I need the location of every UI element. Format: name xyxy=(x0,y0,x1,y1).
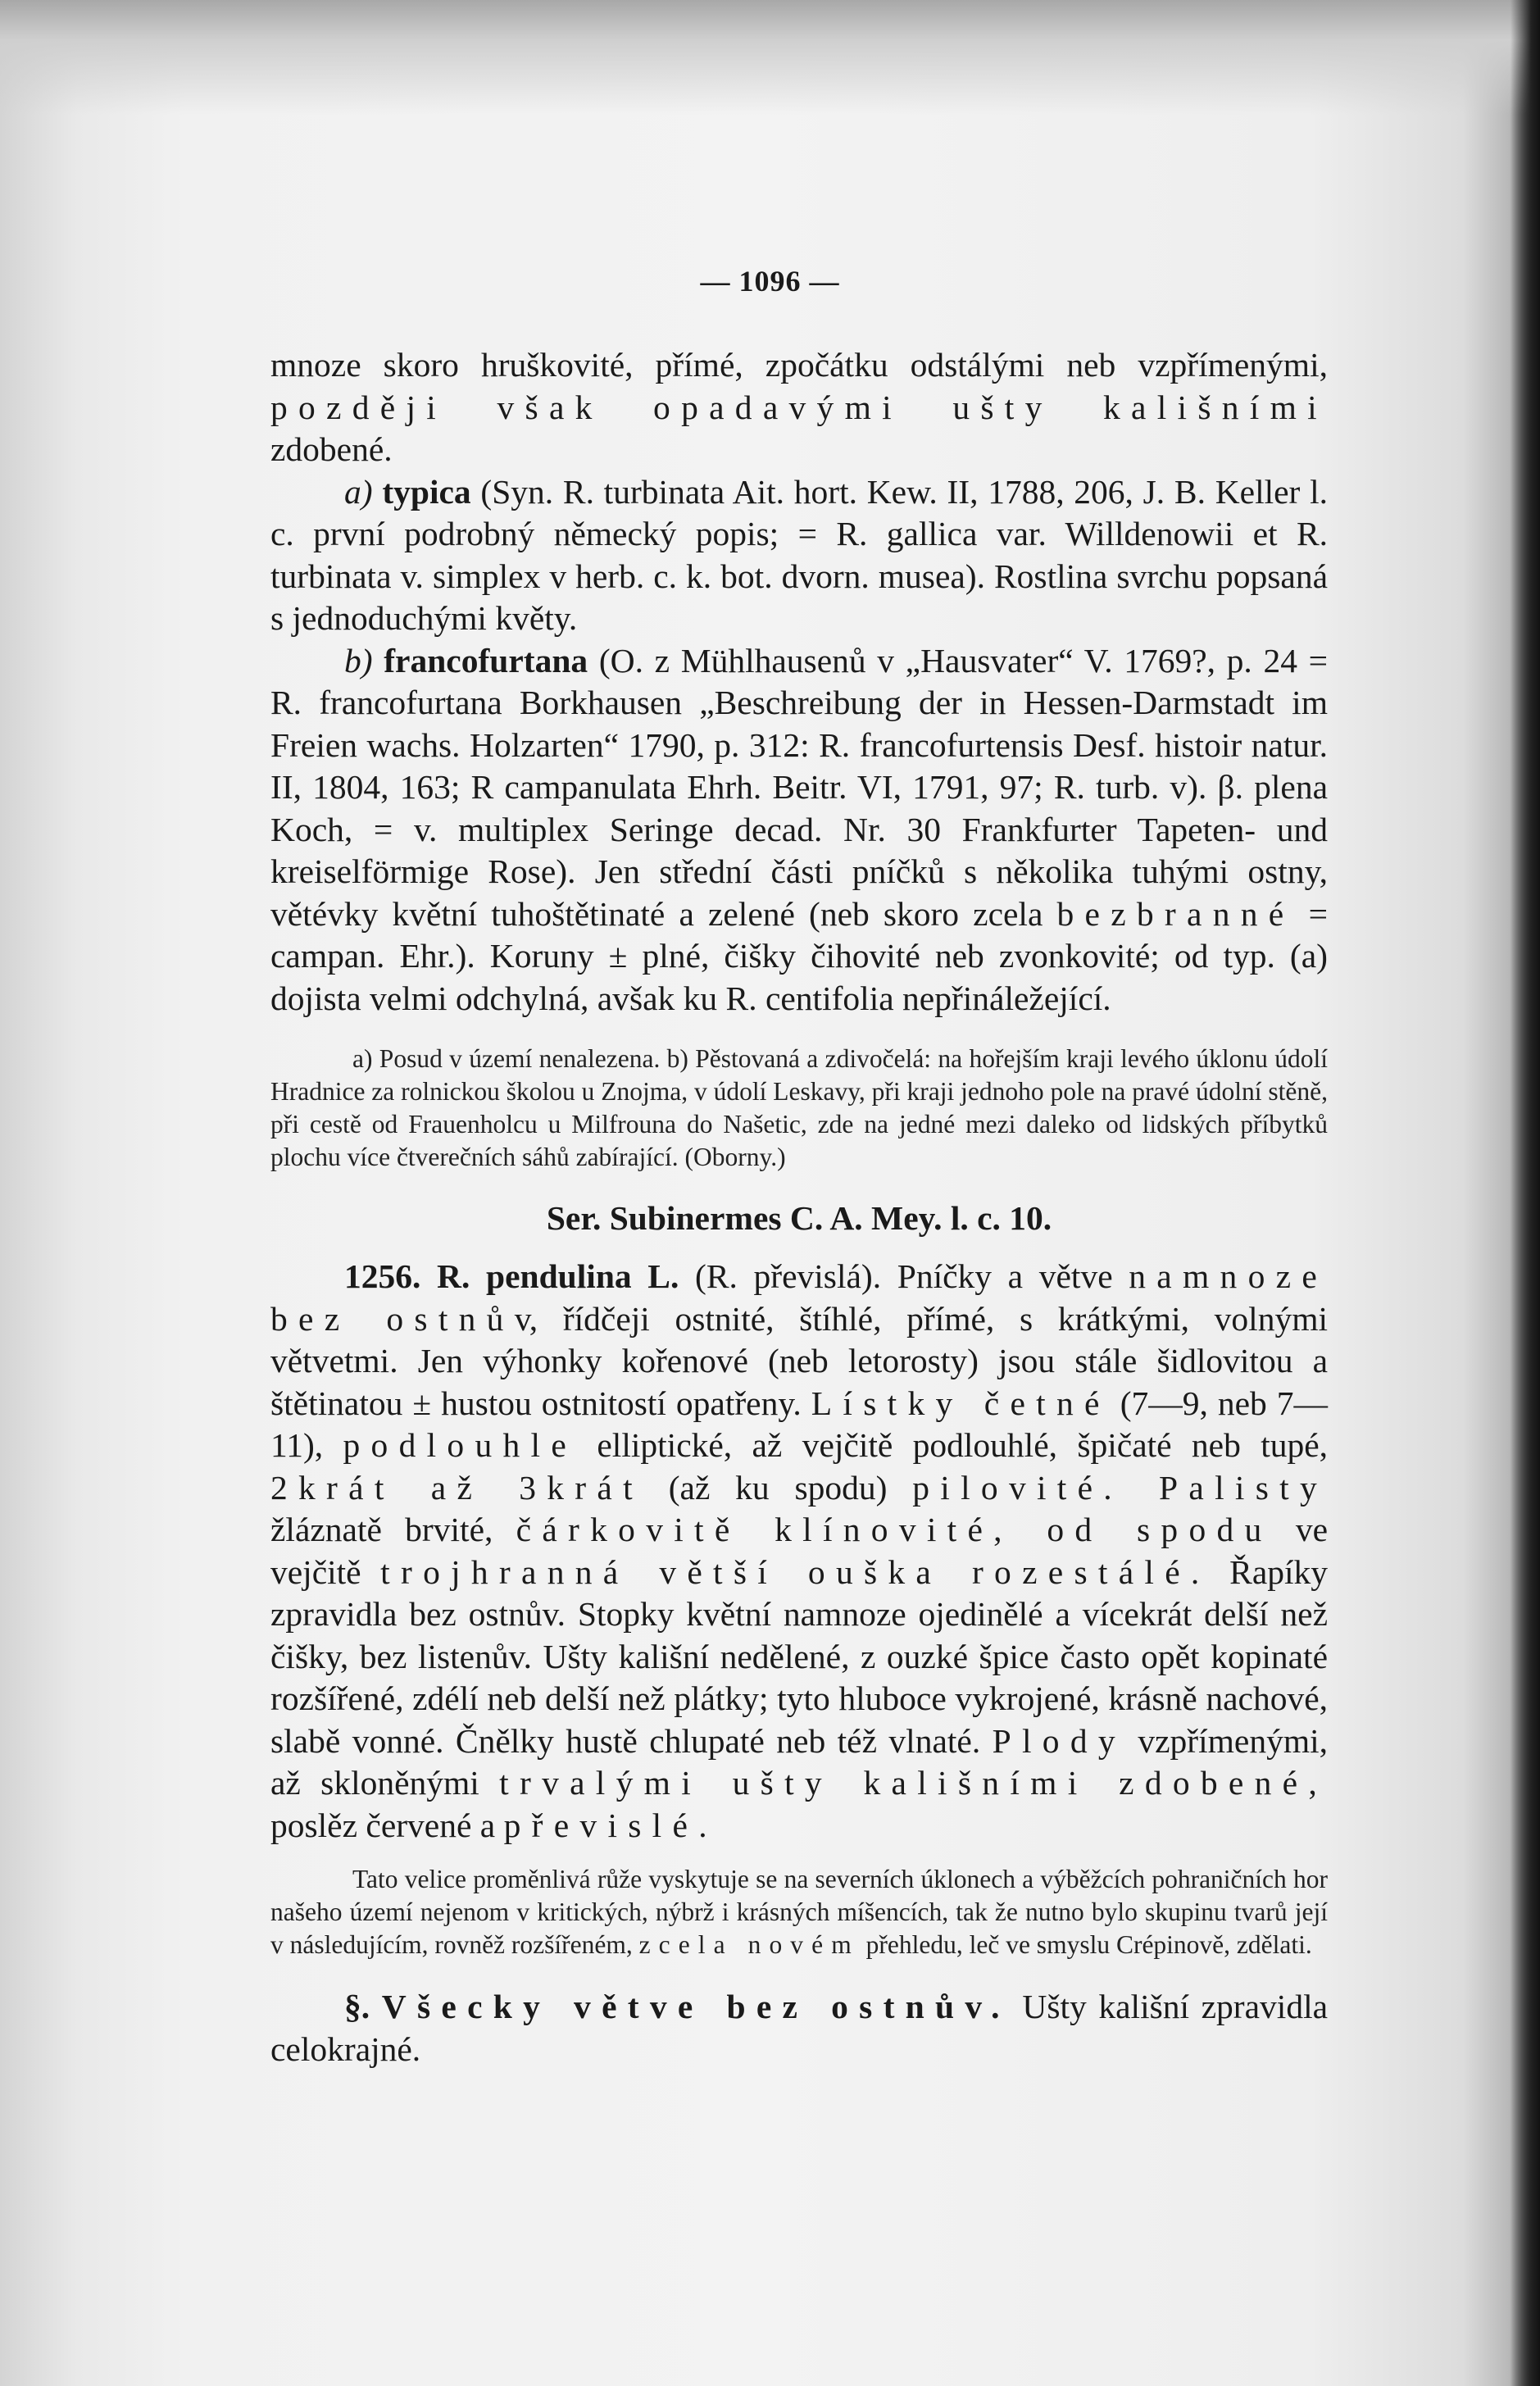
species-t3: elliptické, až vejčitě podlouhlé, špičaté neb tupé, xyxy=(597,1426,1329,1464)
paragraph-continuation xyxy=(270,344,1328,471)
species-s3: podlouhle xyxy=(343,1426,578,1464)
section-marker: §. xyxy=(344,1988,370,2025)
species-name: R. pendulina L. xyxy=(437,1257,679,1295)
series-heading xyxy=(270,1197,1328,1239)
p1-tail: zdobené. xyxy=(270,430,393,468)
species-s9: trvalými ušty kališními zdobené, xyxy=(499,1764,1328,1802)
species-t8: vzpřímenými, až skloněnými xyxy=(270,1721,1328,1802)
paragraph-variety-a xyxy=(270,471,1328,640)
footnote-variability-spaced: zcela novém xyxy=(638,1930,860,1959)
variety-b-text: (O. z Mühlhausenů v „Hausvater“ V. 1769?, p. 24 = R. francofurtana Borkhausen „Beschreibung der in Hessen-Darmstadt im Freien wachs. Holzarten“ 1790, p. 312: R. francofurtensis Desf. histoir natur. II, 1804, 163; R campanulata Ehrh. Beitr. VI, 1791, 97; R. turb. v). β. plena Koch, = v. multiplex Seringe decad. Nr. 30 Frankfurter Tapeten- und kreiselförmige Rose). Jen střední části pníčků s několika tuhými ostny, větévky květní tuhoštětinaté a zelené (neb skoro zcela xyxy=(270,641,1328,933)
footnote-variability-tail: přehledu, leč ve smyslu Crépinově, zdělati. xyxy=(865,1930,1312,1959)
series-heading-text: Ser. Subinermes C. A. Mey. l. c. 10. xyxy=(546,1199,1052,1237)
section-paragraph xyxy=(270,1986,1328,2070)
footnote-variability xyxy=(270,1863,1328,1961)
species-t7: Řapíky zpravidla bez ostnův. Stopky květní namnoze ojedinělé a vícekrát delší než čišky, bez listenův. Ušty kališní nedělené, z ouzké špice často opět kopinaté rozšířené, zdélí neb delší než plátky; tyto hluboce vykrojené, krásně nachové, slabě vonné. Čnělky hustě chlupaté neb též vlnaté. xyxy=(270,1552,1329,1760)
variety-b-spaced: bezbranné xyxy=(1056,894,1295,933)
p1-spaced: později však opadavými ušty kališními xyxy=(270,388,1328,426)
variety-a-text: (Syn. R. turbinata Ait. hort. Kew. II, 1788, 206, J. B. Keller l. c. první podrobný německý popis; = R. gallica var. Willdenowii et R. turbinata v. simplex v herb. c. k. bot. dvorn. musea). Rostlina svrchu popsaná s jednoduchými květy. xyxy=(270,472,1329,637)
species-s6: čárkovitě klínovité, od spodu xyxy=(516,1511,1273,1548)
species-t1: v, řídčeji ostnité, štíhlé, přímé, s krátkými, volnými větvetmi. Jen výhonky kořenové (neb letorosty) jsou stále šidlovitou a štětinatou ± hustou ostnitostí opatřeny. xyxy=(270,1299,1328,1422)
species-number: 1256. xyxy=(344,1257,421,1295)
paragraph-variety-b xyxy=(270,640,1328,1020)
page-number: — 1096 — xyxy=(700,265,840,298)
footnote-localities-text: a) Posud v území nenalezena. b) Pěstovaná a zdivočelá: na hořejším kraji levého úklonu údolí Hradnice za rolnickou školou u Znojma, v údolí Leskavy, při kraji jednoho pole na pravé údolní stěně, při cestě od Frauenholcu u Milfrouna do Našetic, zde na jedné mezi daleko od lidských příbytků plochu více čtverečních sáhů zabírající. (Oborny.) xyxy=(270,1044,1328,1171)
species-description xyxy=(270,1256,1328,1847)
species-t2: (7—9, neb 7—11), xyxy=(270,1384,1329,1464)
variety-b-marker: b) xyxy=(344,641,373,679)
species-s5: pilovité. Palisty xyxy=(912,1468,1328,1507)
species-s1: namnoze bez ostnů xyxy=(270,1257,1329,1338)
page-edge-shadow xyxy=(1510,0,1540,2386)
section-tail: Ušty kališní zpravidla celokrajné. xyxy=(270,1988,1329,2068)
species-intro: (R. převislá). Pníčky a větve xyxy=(695,1257,1113,1295)
variety-a-name: typica xyxy=(382,472,471,511)
species-s7: trojhranná větší ouška rozestálé. xyxy=(380,1552,1211,1591)
species-s8: Plody xyxy=(992,1721,1126,1760)
species-s2: Lístky četné xyxy=(811,1384,1111,1422)
species-t6: ve vejčitě xyxy=(270,1511,1328,1591)
species-t5: žláznatě brvité, xyxy=(270,1511,493,1548)
section-spaced: Všecky větve bez ostnův. xyxy=(381,1988,1011,2025)
p1-lead: mnoze skoro hruškovité, přímé, zpočátku odstálými neb vzpřímenými, xyxy=(270,346,1328,384)
species-s4: 2krát až 3krát xyxy=(270,1468,643,1507)
species-t9: poslěz červené a xyxy=(270,1806,496,1844)
page-body xyxy=(270,344,1328,2070)
variety-b-name: francofurtana xyxy=(384,641,588,679)
footnote-variability-lead: Tato velice proměnlivá růže vyskytuje se na severních úklonech a výběžcích pohraničních hor našeho území nejenom v kritických, nýbrž i krásných míšencích, tak že nutno bylo skupinu tvarů její v následujícím, rovněž rozšířeném, xyxy=(270,1865,1328,1959)
variety-a-marker: a) xyxy=(344,472,373,511)
species-t4: (až ku spodu) xyxy=(668,1468,888,1507)
footnote-localities xyxy=(270,1043,1328,1174)
species-s10: převislé. xyxy=(503,1806,718,1844)
variety-b-tail: = campan. Ehr.). Koruny ± plné, čišky čihovité neb zvonkovité; od typ. (a) dojista velmi odchylná, avšak ku R. centifolia nepřináležející. xyxy=(270,894,1328,1017)
